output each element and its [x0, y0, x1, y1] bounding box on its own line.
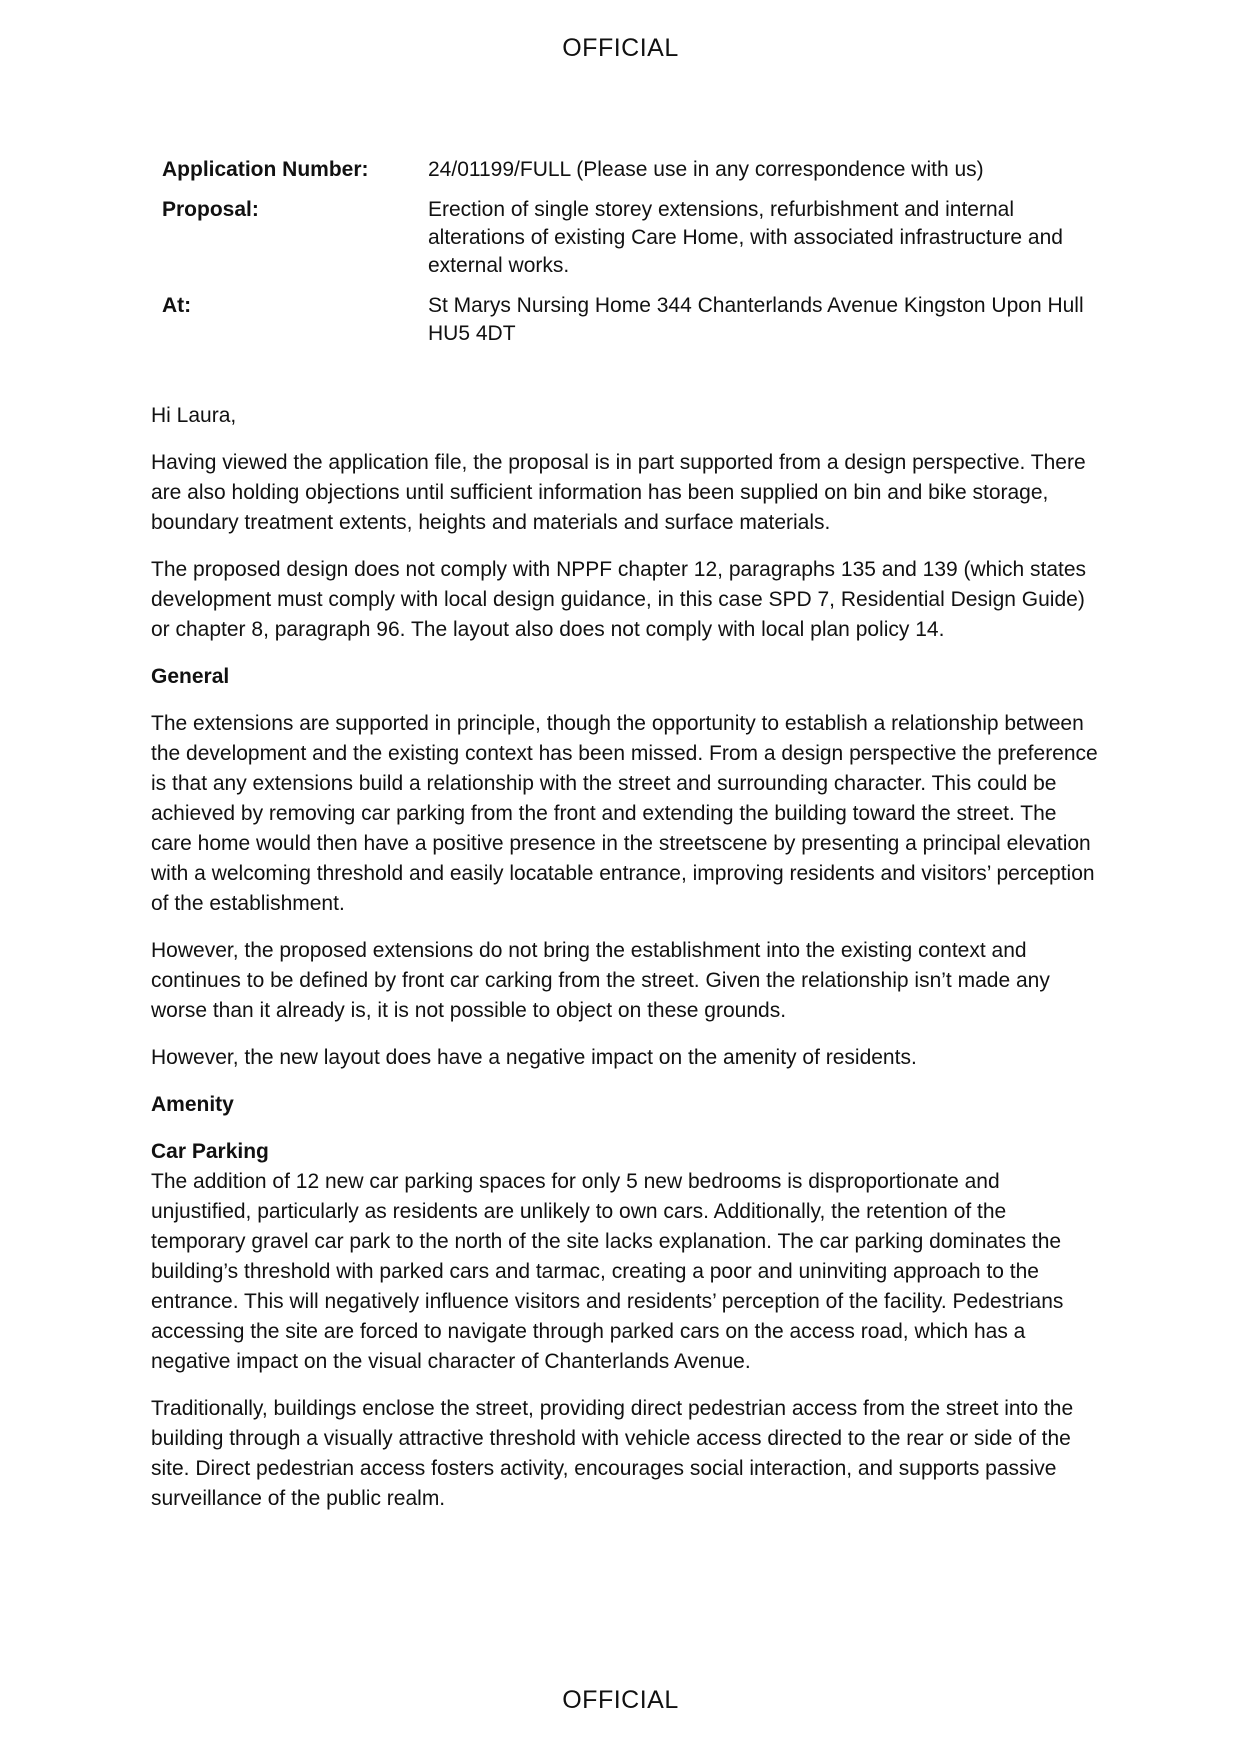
- detail-row-site-address: [162, 292, 1092, 348]
- greeting: Hi Laura,: [151, 404, 237, 427]
- detail-row-proposal: [162, 196, 1092, 280]
- car-parking-paragraph-1: The addition of 12 new car parking spaces for only 5 new bedrooms is disproportionate and unjustified, particularly as residents are unlikely to own cars. Additionally, the retention of the temporary gravel car park to the north of the site lacks explanation. The car parking dominates the building’s threshold with parked cars and tarmac, creating a poor and uninviting approach to the entrance. This will negatively influence visitors and residents’ perception of the facility. Pedestrians accessing the site are forced to navigate through parked cars on the access road, which has a negative impact on the visual character of Chanterlands Avenue.: [151, 1170, 1064, 1373]
- site-address-label: At:: [162, 294, 192, 317]
- general-paragraph-1: The extensions are supported in principle, though the opportunity to establish a relationship between the development and the existing context has been missed. From a design perspective the preference is that any extensions build a relationship with the street and surrounding character. This could be achieved by removing car parking from the front and extending the building toward the street. The care home would then have a positive presence in the streetscene by presenting a principal elevation with a welcoming threshold and easily locatable entrance, improving residents and visitors’ perception of the establishment.: [151, 712, 1098, 915]
- proposal-value: Erection of single storey extensions, refurbishment and internal alterations of existing Care Home, with associated infrastructure and external works.: [428, 198, 1063, 277]
- intro-paragraph-2: The proposed design does not comply with NPPF chapter 12, paragraphs 135 and 139 (which states development must comply with local design guidance, in this case SPD 7, Residential Design Guide) or chapter 8, paragraph 96. The layout also does not comply with local plan policy 14.: [151, 558, 1087, 641]
- site-address-value: St Marys Nursing Home 344 Chanterlands Avenue Kingston Upon Hull HU5 4DT: [428, 294, 1084, 345]
- detail-row-application-number: [162, 156, 1092, 184]
- classification-footer: OFFICIAL: [562, 1686, 679, 1714]
- classification-header: OFFICIAL: [562, 34, 679, 62]
- proposal-label: Proposal:: [162, 198, 259, 221]
- general-paragraph-2: However, the proposed extensions do not bring the establishment into the existing context and continues to be defined by front car carking from the street. Given the relationship isn’t made any worse than it already is, it is not possible to object on these grounds.: [151, 939, 1050, 1022]
- amenity-heading: Amenity: [151, 1093, 234, 1116]
- application-details: [162, 156, 1092, 360]
- car-parking-paragraph-2: Traditionally, buildings enclose the street, providing direct pedestrian access from the street into the building through a visually attractive threshold with vehicle access directed to the rear or side of the site. Direct pedestrian access fosters activity, encourages social interaction, and supports passive surveillance of the public realm.: [151, 1397, 1074, 1510]
- general-heading: General: [151, 665, 230, 688]
- application-number-label: Application Number:: [162, 158, 369, 181]
- general-paragraph-3: However, the new layout does have a negative impact on the amenity of residents.: [151, 1046, 917, 1069]
- letter-body: [151, 401, 1101, 1531]
- application-number-value: 24/01199/FULL (Please use in any correspondence with us): [428, 158, 984, 181]
- intro-paragraph-1: Having viewed the application file, the proposal is in part supported from a design perspective. There are also holding objections until sufficient information has been supplied on bin and bike storage, boundary treatment extents, heights and materials and surface materials.: [151, 451, 1086, 534]
- car-parking-heading: Car Parking: [151, 1140, 269, 1163]
